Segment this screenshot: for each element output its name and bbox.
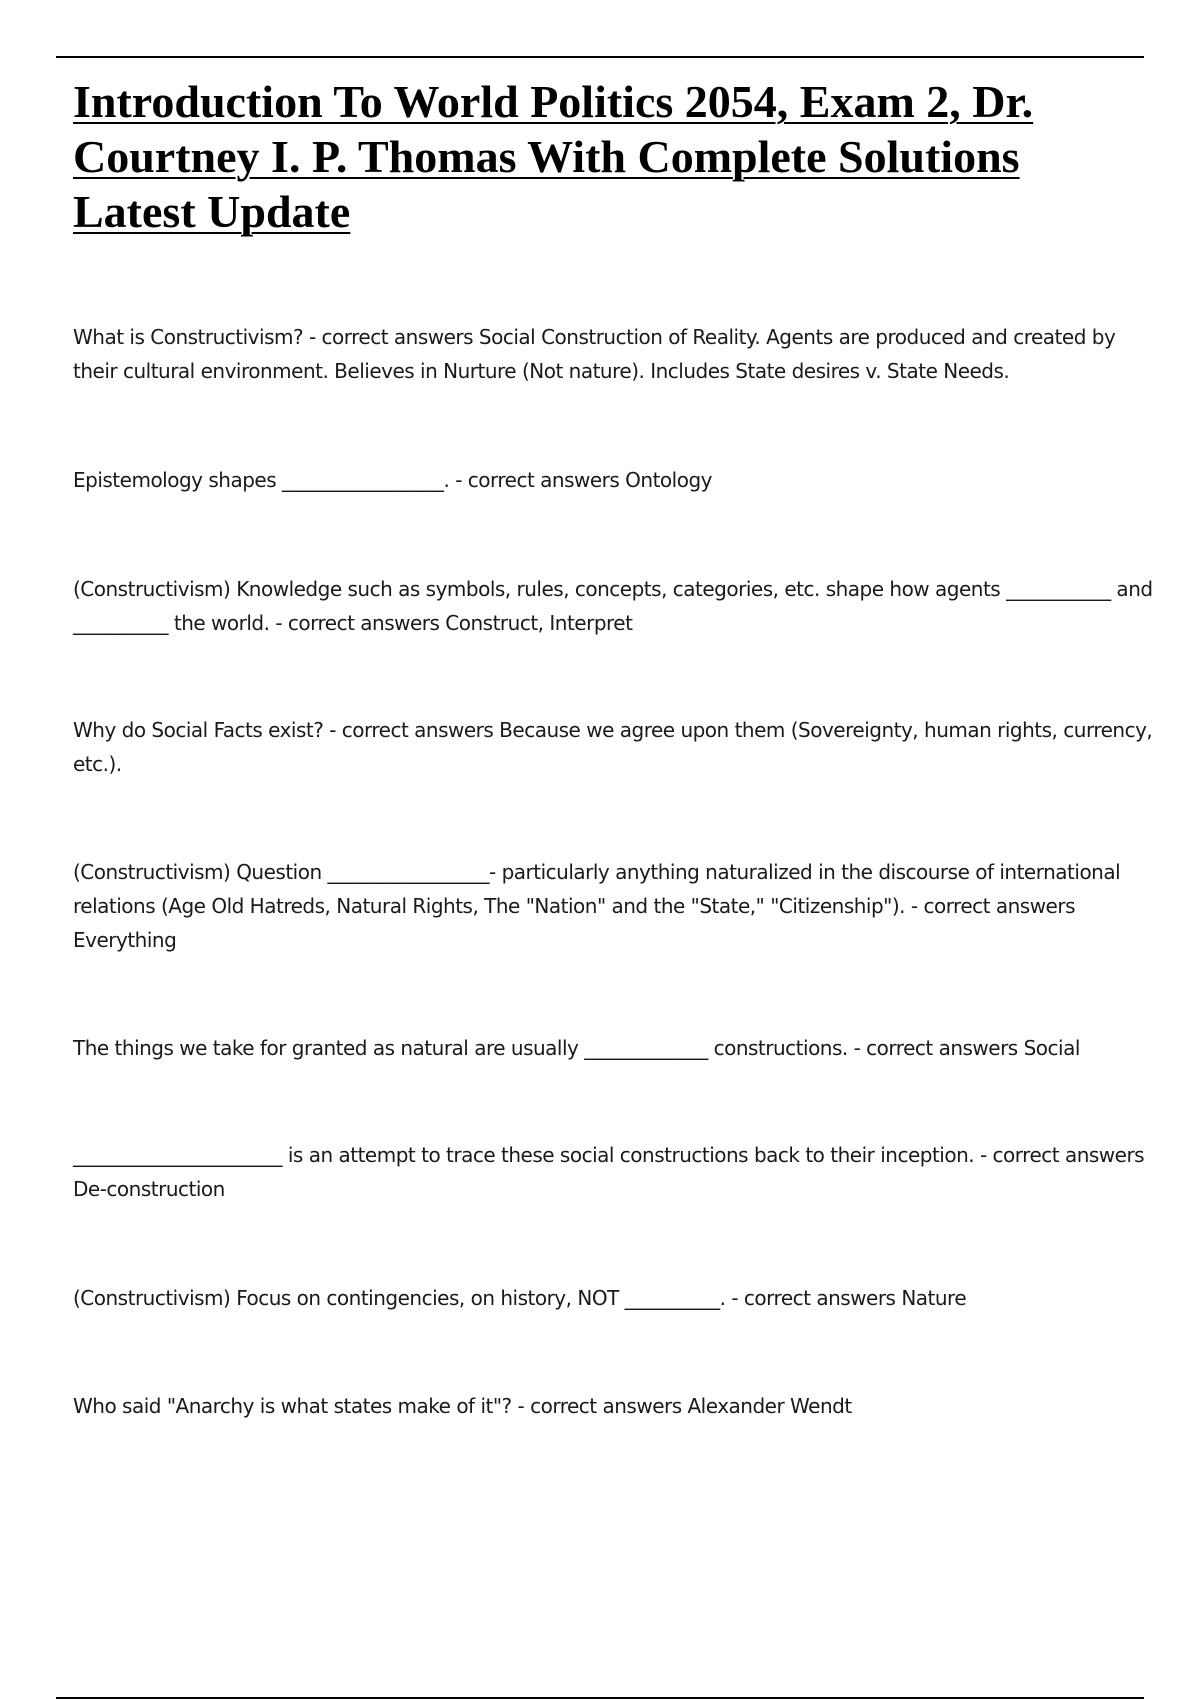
qa-item-contingencies: (Constructivism) Focus on contingencies, on history, NOT __________. - correct answers Nature	[73, 1286, 967, 1310]
top-rule	[56, 56, 1144, 58]
qa-item-epistemology: Epistemology shapes _________________. - correct answers Ontology	[73, 468, 712, 492]
qa-item-de-construction: ______________________ is an attempt to trace these social constructions back to their inception. - correct answers De-construction	[73, 1143, 1145, 1201]
qa-item-anarchy: Who said "Anarchy is what states make of it"? - correct answers Alexander Wendt	[73, 1394, 852, 1418]
qa-item-constructivism: What is Constructivism? - correct answers Social Construction of Reality. Agents are produced and created by their cultural environment. Believes in Nurture (Not nature). Includes State desires v. State Needs.	[73, 325, 1116, 383]
qa-item-knowledge: (Constructivism) Knowledge such as symbols, rules, concepts, categories, etc. shape how agents ___________ and __________ the world. - correct answers Construct, Interpret	[73, 577, 1153, 635]
qa-item-social-constructions: The things we take for granted as natural are usually _____________ constructions. - correct answers Social	[73, 1036, 1080, 1060]
document-title: Introduction To World Politics 2054, Exam 2, Dr. Courtney I. P. Thomas With Complete Solutions Latest Update	[73, 76, 1034, 237]
qa-item-social-facts: Why do Social Facts exist? - correct answers Because we agree upon them (Sovereignty, human rights, currency, etc.).	[73, 718, 1153, 776]
qa-item-question-everything: (Constructivism) Question _________________- particularly anything naturalized in the discourse of international relations (Age Old Hatreds, Natural Rights, The "Nation" and the "State," "Citizenship"). - correct answers Everything	[73, 860, 1121, 952]
bottom-rule	[56, 1697, 1144, 1699]
